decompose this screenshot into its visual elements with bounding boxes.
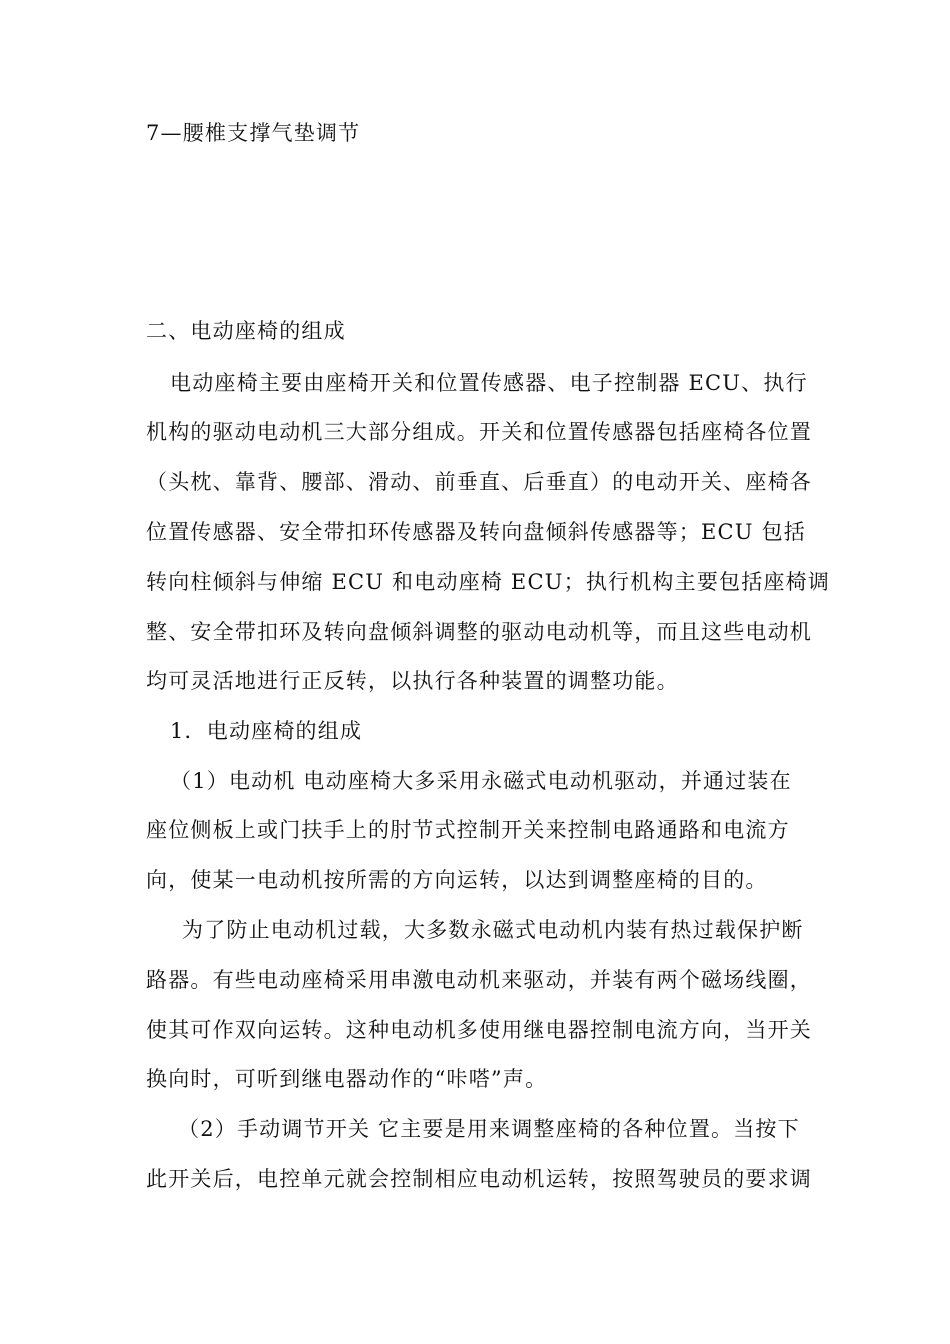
paragraph-line: 为了防止电动机过载，大多数永磁式电动机内装有热过载保护断 xyxy=(182,918,804,942)
paragraph-line: 座位侧板上或门扶手上的肘节式控制开关来控制电路通路和电流方 xyxy=(146,818,790,842)
paragraph-line: 均可灵活地进行正反转，以执行各种装置的调整功能。 xyxy=(146,669,679,693)
paragraph-line: （1）电动机 电动座椅大多采用永磁式电动机驱动，并通过装在 xyxy=(170,769,792,793)
paragraph-line: 此开关后，电控单元就会控制相应电动机运转，按照驾驶员的要求调 xyxy=(146,1167,812,1191)
figure-caption-item-7: 7—腰椎支撑气垫调节 xyxy=(146,121,361,145)
paragraph-line: 转向柱倾斜与伸缩 ECU 和电动座椅 ECU；执行机构主要包括座椅调 xyxy=(146,570,831,594)
paragraph-line: 电动座椅主要由座椅开关和位置传感器、电子控制器 ECU、执行 xyxy=(170,371,808,395)
paragraph-line: 向，使某一电动机按所需的方向运转，以达到调整座椅的目的。 xyxy=(146,868,768,892)
paragraph-line: 路器。有些电动座椅采用串激电动机来驱动，并装有两个磁场线圈， xyxy=(146,968,812,992)
paragraph-line: 位置传感器、安全带扣环传感器及转向盘倾斜传感器等；ECU 包括 xyxy=(146,520,806,544)
paragraph-line: 换向时，可听到继电器动作的“咔嗒”声。 xyxy=(146,1067,548,1091)
paragraph-line: 整、安全带扣环及转向盘倾斜调整的驱动电动机等，而且这些电动机 xyxy=(146,620,812,644)
paragraph-line: 机构的驱动电动机三大部分组成。开关和位置传感器包括座椅各位置 xyxy=(146,420,812,444)
paragraph-line: （2）手动调节开关 它主要是用来调整座椅的各种位置。当按下 xyxy=(178,1117,800,1141)
paragraph-line: 使其可作双向运转。这种电动机多使用继电器控制电流方向，当开关 xyxy=(146,1018,812,1042)
section-heading: 二、电动座椅的组成 xyxy=(146,319,346,343)
paragraph-line: （头枕、靠背、腰部、滑动、前垂直、后垂直）的电动开关、座椅各 xyxy=(146,470,812,494)
subheading: 1．电动座椅的组成 xyxy=(170,719,363,743)
